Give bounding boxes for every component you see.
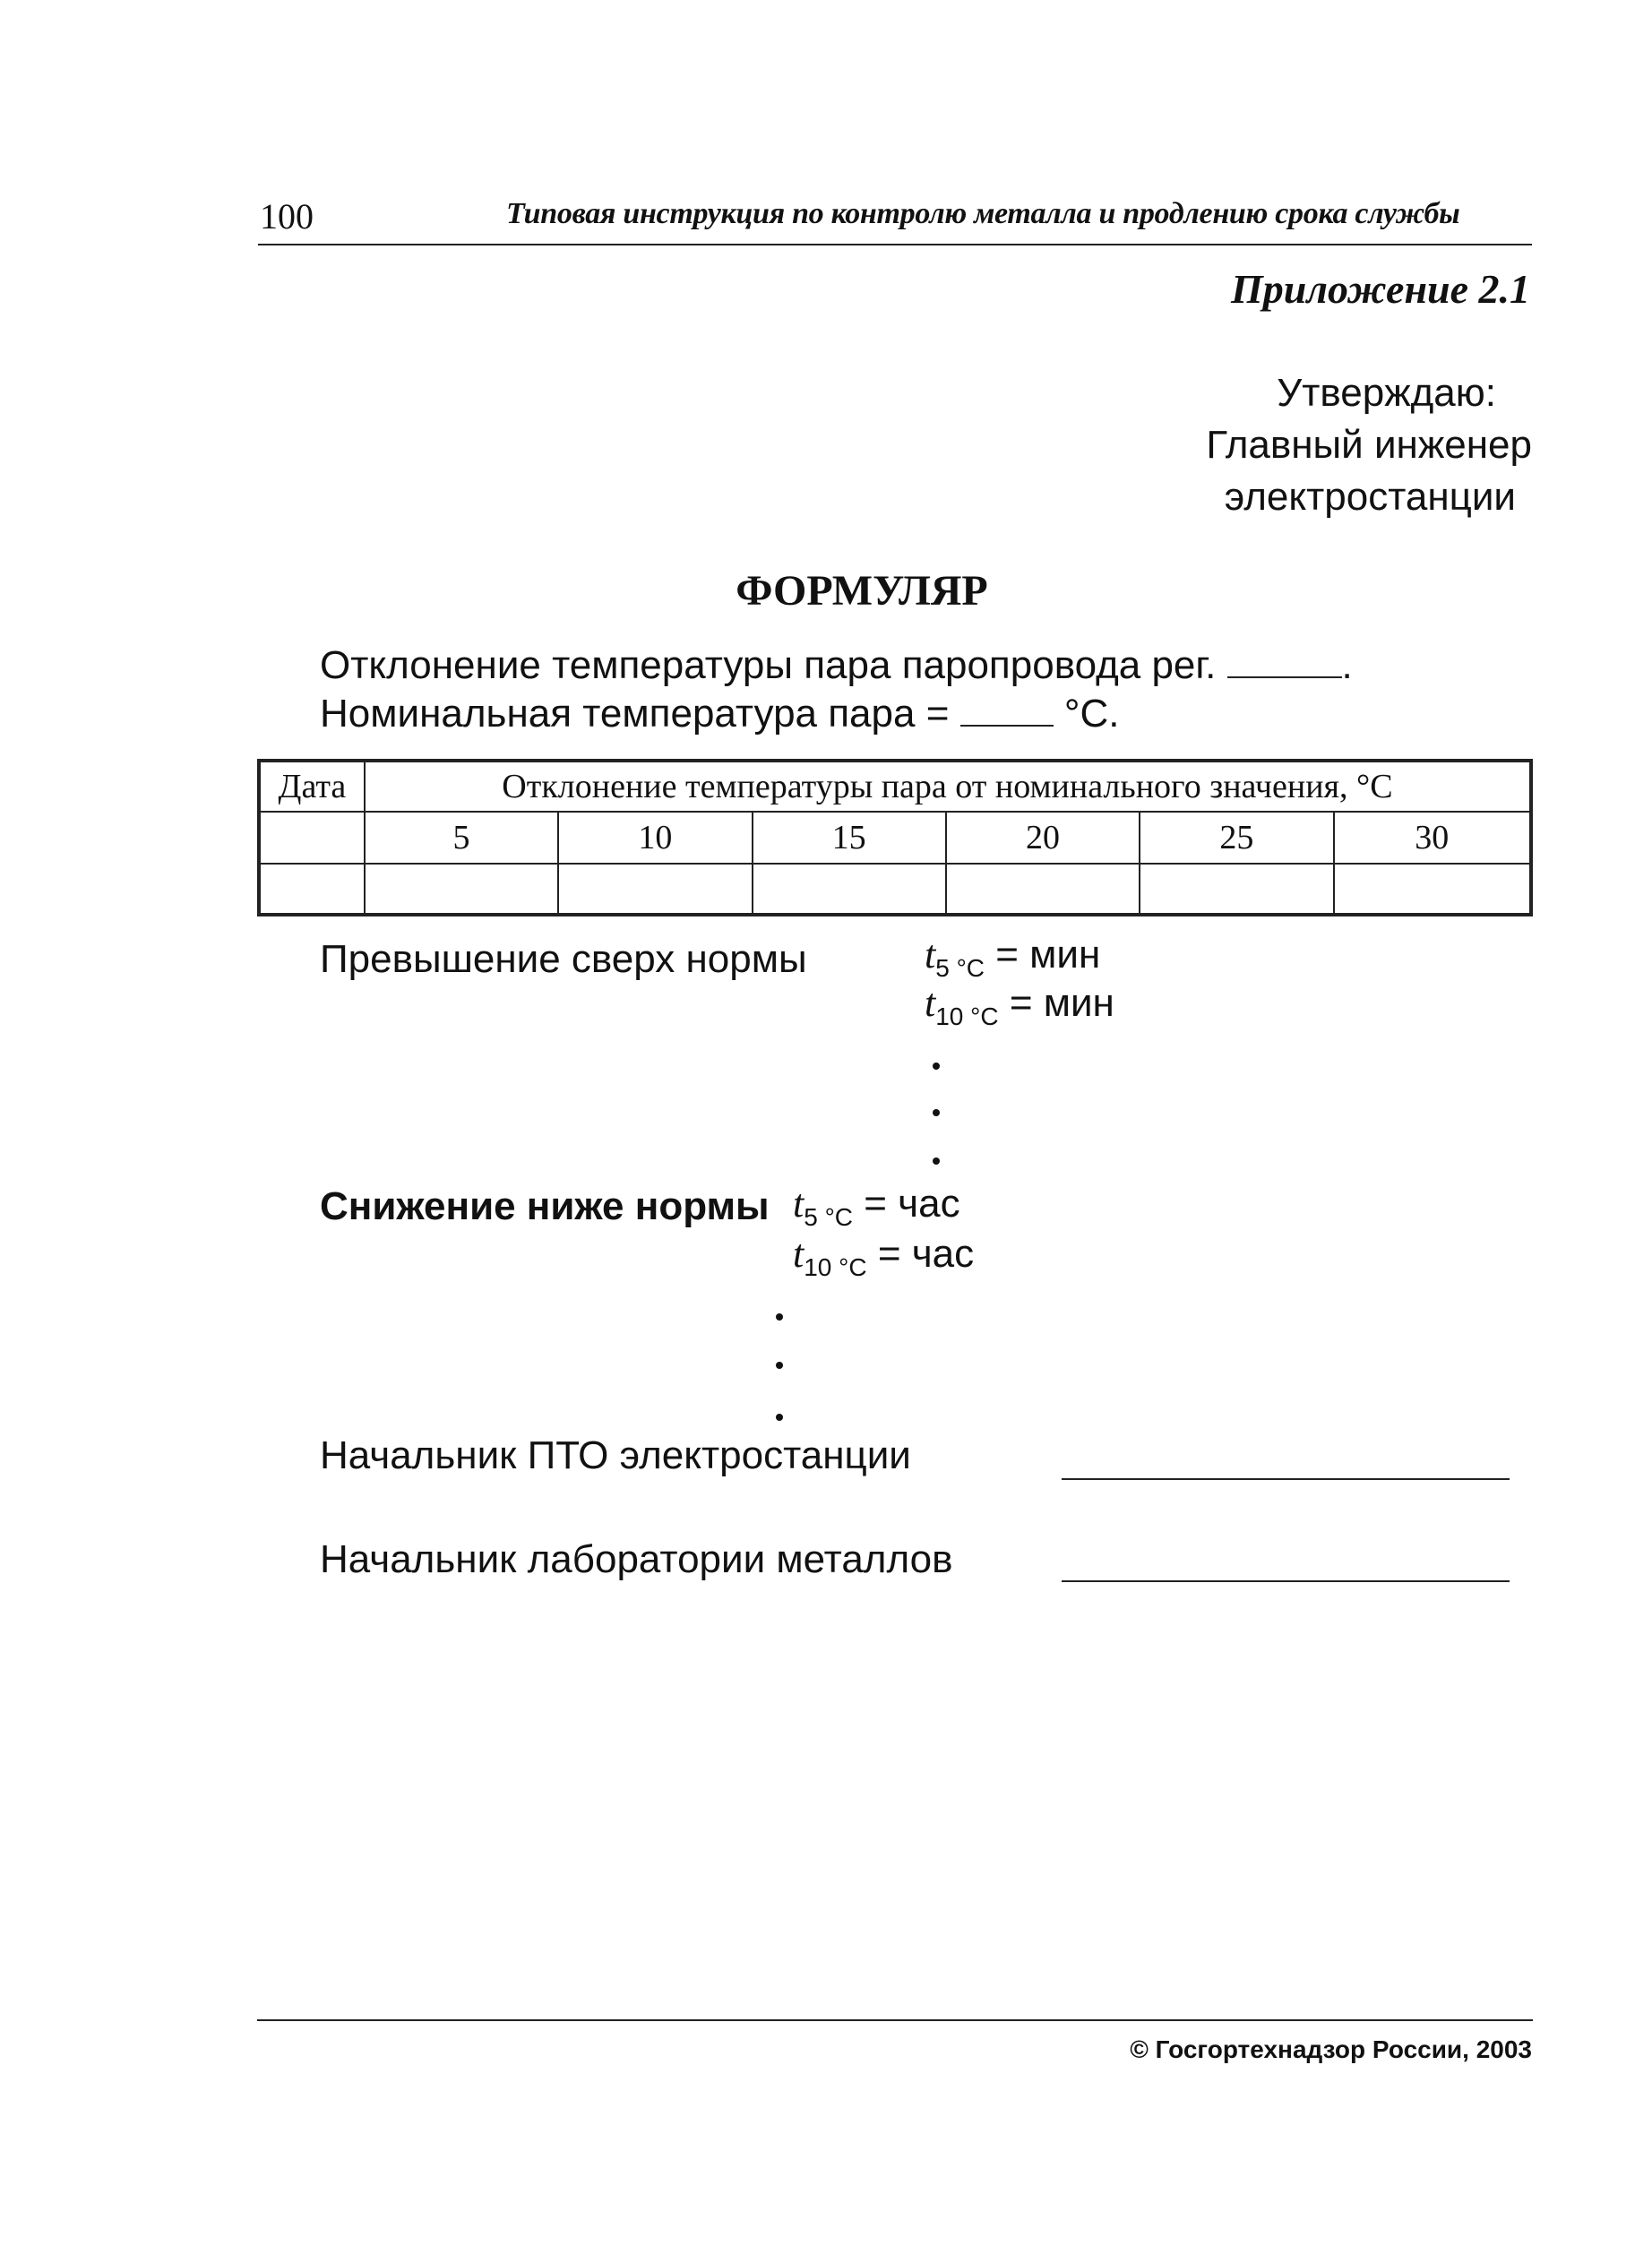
- signature-line-lab[interactable]: [1062, 1580, 1510, 1582]
- formula-var: t: [925, 981, 936, 1025]
- copyright: © Госгортехнадзор России, 2003: [1130, 2035, 1532, 2063]
- formula-var: t: [793, 1232, 804, 1276]
- deviation-value: 10: [558, 812, 752, 864]
- intro-line-2-text: Номинальная температура пара =: [320, 692, 950, 736]
- intro-line-2: [320, 692, 1119, 736]
- formula-subscript: 5 °С: [935, 953, 985, 982]
- drop-formula-10: [793, 1231, 974, 1282]
- ellipsis-dot: [933, 1109, 940, 1116]
- drop-label: Снижение ниже нормы: [320, 1184, 770, 1228]
- regnum-blank: [1227, 650, 1342, 678]
- intro-line-1: [320, 643, 1353, 688]
- formula-rhs: = мин: [995, 933, 1101, 977]
- intro-line-2-unit: °С.: [1063, 692, 1120, 736]
- empty-cell: [259, 864, 365, 915]
- deviation-table: [257, 759, 1533, 916]
- header-rule: [258, 244, 1532, 245]
- empty-cell: [1334, 864, 1531, 915]
- footer-rule: [257, 2019, 1533, 2021]
- formula-var: t: [925, 933, 936, 977]
- formula-rhs: = час: [877, 1232, 975, 1276]
- empty-cell: [365, 864, 558, 915]
- nominal-temp-blank: [960, 698, 1054, 727]
- approval-block: [1066, 367, 1532, 523]
- signature-label-pto: Начальник ПТО электростанции: [320, 1433, 911, 1477]
- deviation-value: 25: [1140, 812, 1333, 864]
- formula-subscript: 10 °С: [804, 1252, 867, 1281]
- intro-line-1-text: Отклонение температуры пара паропровода рег.: [320, 643, 1217, 687]
- page-number: 100: [260, 196, 314, 237]
- form-title: ФОРМУЛЯР: [736, 567, 988, 615]
- empty-cell: [1140, 864, 1333, 915]
- formula-var: t: [793, 1182, 804, 1226]
- deviation-value: 15: [753, 812, 946, 864]
- drop-formula-5: [793, 1181, 960, 1232]
- empty-cell: [558, 864, 752, 915]
- date-header: Дата: [259, 761, 365, 812]
- ellipsis-dot: [776, 1362, 783, 1369]
- signature-line-pto[interactable]: [1062, 1478, 1510, 1480]
- approval-line-3: электростанции: [1224, 475, 1516, 519]
- excess-formula-10: [925, 980, 1114, 1031]
- ellipsis-dot: [933, 1157, 940, 1165]
- formula-rhs: = мин: [1009, 981, 1114, 1025]
- intro-line-1-end: .: [1341, 643, 1353, 687]
- deviation-header: Отклонение температуры пара от номинального значения, °С: [365, 761, 1531, 812]
- deviation-value: 5: [365, 812, 558, 864]
- empty-cell: [946, 864, 1140, 915]
- appendix-label: Приложение 2.1: [1231, 266, 1530, 312]
- deviation-value: 20: [946, 812, 1140, 864]
- formula-rhs: = час: [864, 1182, 960, 1226]
- formula-subscript: 5 °С: [804, 1202, 854, 1231]
- excess-label: Превышение сверх нормы: [320, 937, 807, 981]
- deviation-value: 30: [1334, 812, 1531, 864]
- ellipsis-dot: [933, 1063, 940, 1070]
- ellipsis-dot: [776, 1414, 783, 1421]
- formula-subscript: 10 °С: [935, 1002, 999, 1030]
- empty-cell: [753, 864, 946, 915]
- date-cell: [259, 812, 365, 864]
- approval-line-2: Главный инженер: [1206, 423, 1532, 467]
- running-title: Типовая инструкция по контролю металла и продлению срока службы: [506, 197, 1460, 230]
- ellipsis-dot: [776, 1313, 783, 1321]
- signature-label-lab: Начальник лаборатории металлов: [320, 1537, 953, 1581]
- approval-line-1: Утверждаю:: [1277, 371, 1496, 415]
- excess-formula-5: [925, 932, 1100, 983]
